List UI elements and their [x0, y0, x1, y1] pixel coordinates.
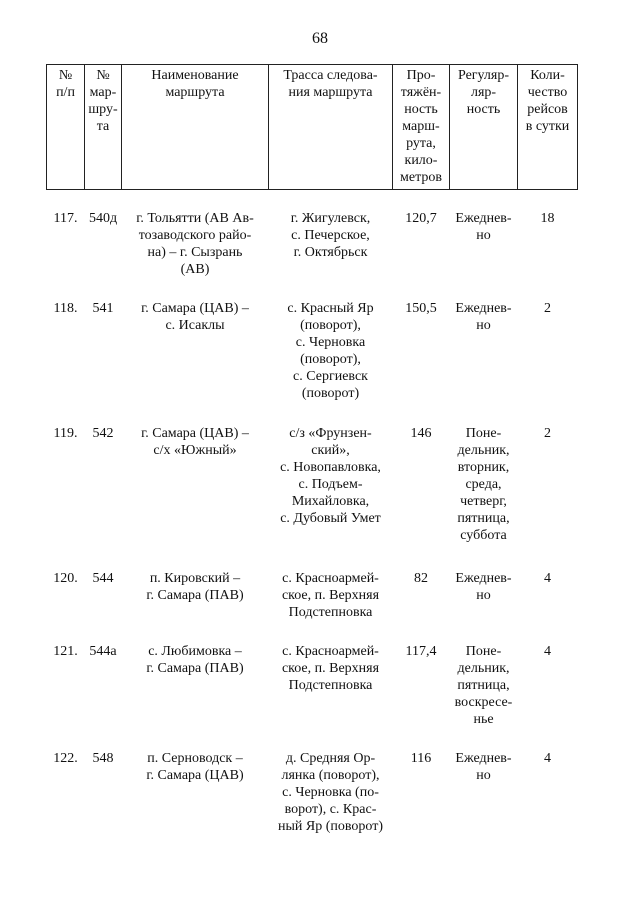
header-regularity	[450, 65, 518, 190]
header-line: чество	[527, 85, 568, 100]
regularity-cell	[450, 190, 518, 279]
header-route-length	[393, 65, 450, 190]
trips-per-day-cell	[518, 621, 578, 728]
header-seq-number	[47, 65, 85, 190]
route-name-line: п. Серноводск –	[147, 751, 243, 766]
route-path-line: (поворот)	[301, 386, 360, 401]
header-line: ность	[404, 102, 438, 117]
regularity-line: пятница,	[457, 678, 510, 693]
route-path-cell	[269, 402, 393, 548]
route-path-line: ный Яр (поворот)	[278, 819, 383, 834]
header-line: мар-	[89, 85, 117, 100]
route-number-cell	[85, 728, 122, 838]
header-route-path	[269, 65, 393, 190]
route-path-line: ское, п. Верхняя	[281, 588, 380, 603]
route-length-cell	[393, 402, 450, 548]
regularity-line: Ежеднев-	[455, 301, 512, 316]
route-path-line: г. Октябрьск	[293, 245, 368, 260]
regularity-line: Ежеднев-	[455, 571, 512, 586]
route-name-line: с/х «Южный»	[153, 443, 237, 458]
header-route-number	[85, 65, 122, 190]
route-path-line: ский»,	[311, 443, 350, 458]
table-row	[47, 621, 578, 728]
route-number-line: 544	[92, 571, 114, 586]
route-number-line: 540д	[88, 211, 118, 226]
routes-table	[46, 64, 578, 838]
route-number-cell	[85, 278, 122, 402]
trips-per-day-line: 2	[544, 301, 551, 316]
regularity-line: но	[476, 588, 491, 603]
route-name-cell	[122, 402, 269, 548]
header-line: Трасса следова-	[283, 68, 378, 83]
table-row	[47, 402, 578, 548]
route-name-line: г. Самара (ЦАВ) –	[141, 301, 249, 316]
regularity-line: нье	[473, 712, 494, 727]
route-name-line: г. Самара (ПАВ)	[146, 588, 244, 603]
route-number-line: 541	[92, 301, 114, 316]
header-line: ность	[466, 102, 501, 117]
route-name-line: (АВ)	[180, 262, 210, 277]
route-number-cell	[85, 621, 122, 728]
route-path-line: с. Печерское,	[291, 228, 370, 243]
route-name-cell	[122, 278, 269, 402]
header-line: маршрута	[165, 85, 225, 100]
regularity-line: Ежеднев-	[455, 211, 512, 226]
route-length-line: 82	[414, 571, 428, 586]
regularity-line: Поне-	[465, 644, 502, 659]
trips-per-day-cell	[518, 728, 578, 838]
header-row	[47, 65, 578, 190]
route-path-line: (поворот),	[300, 318, 361, 333]
route-path-line: с. Красноармей-	[282, 571, 379, 586]
route-number-line: 548	[92, 751, 114, 766]
route-path-line: с. Черновка (по-	[282, 785, 379, 800]
route-name-line: г. Самара (ЦАВ)	[146, 768, 244, 783]
regularity-line: но	[476, 228, 491, 243]
trips-per-day-line: 4	[544, 571, 551, 586]
regularity-line: дельник,	[457, 661, 510, 676]
route-path-cell	[269, 728, 393, 838]
seq-number-line: 119.	[53, 426, 78, 441]
route-name-line: с. Исаклы	[165, 318, 225, 333]
trips-per-day-cell	[518, 548, 578, 621]
route-length-line: 146	[410, 426, 432, 441]
trips-per-day-cell	[518, 278, 578, 402]
route-name-line: г. Тольятти (АВ Ав-	[136, 211, 254, 226]
routes-body	[47, 190, 578, 839]
header-line: п/п	[56, 85, 75, 100]
regularity-line: суббота	[460, 528, 507, 543]
header-line: №	[96, 68, 110, 83]
route-name-line: тозаводского райо-	[138, 228, 252, 243]
route-number-cell	[85, 402, 122, 548]
trips-per-day-cell	[518, 190, 578, 279]
route-length-cell	[393, 728, 450, 838]
seq-number-line: 122.	[53, 751, 78, 766]
route-number-cell	[85, 190, 122, 279]
header-trips-per-day	[518, 65, 578, 190]
regularity-line: четверг,	[460, 494, 507, 509]
route-path-line: лянка (поворот),	[281, 768, 380, 783]
header-line: тяжён-	[400, 85, 442, 100]
route-path-cell	[269, 278, 393, 402]
seq-number-cell	[47, 548, 85, 621]
route-name-cell	[122, 190, 269, 279]
table-row	[47, 278, 578, 402]
header-line: в сутки	[525, 119, 570, 134]
route-path-cell	[269, 548, 393, 621]
seq-number-line: 120.	[53, 571, 78, 586]
regularity-line: среда,	[465, 477, 502, 492]
route-length-line: 117,4	[405, 644, 437, 659]
trips-per-day-line: 2	[544, 426, 551, 441]
regularity-cell	[450, 402, 518, 548]
seq-number-line: 121.	[53, 644, 78, 659]
route-name-line: г. Самара (ПАВ)	[146, 661, 244, 676]
route-length-cell	[393, 548, 450, 621]
route-path-line: г. Жигулевск,	[290, 211, 371, 226]
route-name-line: п. Кировский –	[149, 571, 241, 586]
route-path-line: с. Сергиевск	[293, 369, 368, 384]
route-path-line: с. Дубовый Умет	[280, 511, 381, 526]
header-line: ния маршрута	[288, 85, 373, 100]
header-line: рута,	[406, 136, 436, 151]
regularity-line: но	[476, 768, 491, 783]
route-path-line: с. Новопавловка,	[280, 460, 381, 475]
route-name-line: с. Любимовка –	[148, 644, 242, 659]
table-row	[47, 728, 578, 838]
route-length-line: 120,7	[405, 211, 437, 226]
trips-per-day-line: 18	[540, 211, 555, 226]
seq-number-cell	[47, 402, 85, 548]
route-name-cell	[122, 548, 269, 621]
header-line: марш-	[402, 119, 440, 134]
header-line: ляр-	[470, 85, 497, 100]
trips-per-day-cell	[518, 402, 578, 548]
trips-per-day-line: 4	[544, 751, 551, 766]
route-number-cell	[85, 548, 122, 621]
route-path-line: с. Черновка	[295, 335, 366, 350]
route-length-line: 116	[410, 751, 432, 766]
seq-number-line: 118.	[53, 301, 78, 316]
header-line: №	[58, 68, 73, 83]
trips-per-day-line: 4	[544, 644, 551, 659]
route-path-cell	[269, 190, 393, 279]
seq-number-cell	[47, 621, 85, 728]
seq-number-cell	[47, 190, 85, 279]
route-path-line: с. Подъем-	[298, 477, 363, 492]
route-number-line: 544а	[89, 644, 117, 659]
route-path-line: Михайловка,	[291, 494, 370, 509]
route-path-cell	[269, 621, 393, 728]
header-route-name	[122, 65, 269, 190]
header-line: та	[96, 119, 110, 134]
header-line: Регуляр-	[457, 68, 510, 83]
route-path-line: (поворот),	[300, 352, 361, 367]
regularity-line: но	[476, 318, 491, 333]
route-path-line: с/з «Фрунзен-	[289, 426, 372, 441]
route-length-cell	[393, 278, 450, 402]
route-number-line: 542	[92, 426, 114, 441]
regularity-line: Ежеднев-	[455, 751, 512, 766]
route-name-line: г. Самара (ЦАВ) –	[141, 426, 249, 441]
route-length-cell	[393, 190, 450, 279]
route-path-line: с. Красноармей-	[282, 644, 379, 659]
route-name-cell	[122, 728, 269, 838]
route-length-line: 150,5	[405, 301, 437, 316]
route-name-line: на) – г. Сызрань	[147, 245, 243, 260]
header-line: Коли-	[530, 68, 565, 83]
route-name-cell	[122, 621, 269, 728]
header-line: метров	[400, 170, 442, 185]
regularity-cell	[450, 728, 518, 838]
header-line: шру-	[88, 102, 118, 117]
route-path-line: ское, п. Верхняя	[281, 661, 380, 676]
route-path-line: Подстепновка	[288, 678, 373, 693]
regularity-cell	[450, 621, 518, 728]
seq-number-cell	[47, 728, 85, 838]
header-line: Про-	[406, 68, 436, 83]
header-line: рейсов	[527, 102, 568, 117]
regularity-line: Поне-	[465, 426, 502, 441]
regularity-cell	[450, 548, 518, 621]
route-path-line: с. Красный Яр	[287, 301, 374, 316]
regularity-line: дельник,	[457, 443, 510, 458]
table-row	[47, 190, 578, 279]
seq-number-cell	[47, 278, 85, 402]
route-path-line: ворот), с. Крас-	[284, 802, 377, 817]
regularity-line: пятница,	[457, 511, 510, 526]
page-number: 68	[312, 30, 328, 47]
route-path-line: д. Средняя Ор-	[285, 751, 376, 766]
regularity-line: вторник,	[457, 460, 510, 475]
route-path-line: Подстепновка	[288, 605, 373, 620]
seq-number-line: 117.	[53, 211, 78, 226]
table-row	[47, 548, 578, 621]
route-length-cell	[393, 621, 450, 728]
regularity-line: воскресе-	[454, 695, 513, 710]
header-line: кило-	[404, 153, 438, 168]
header-line: Наименование	[151, 68, 239, 83]
regularity-cell	[450, 278, 518, 402]
